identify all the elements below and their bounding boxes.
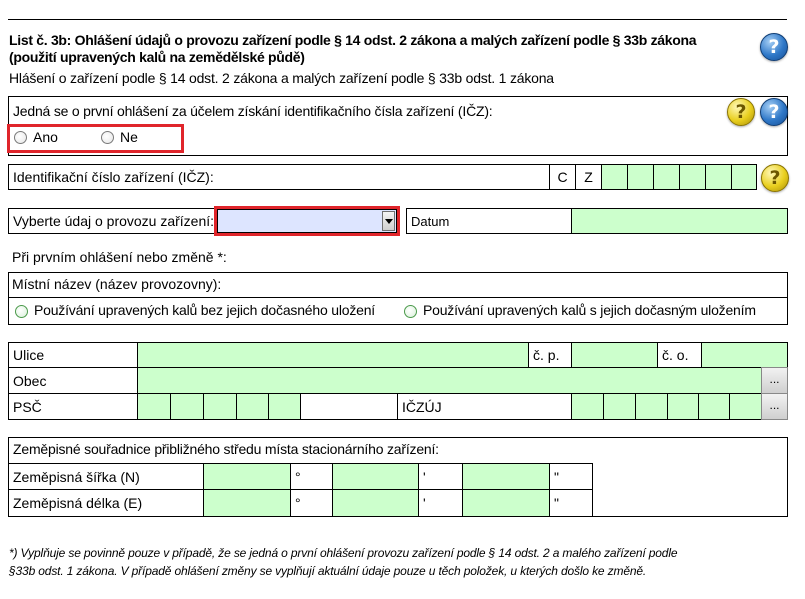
icz-digit-2[interactable] <box>627 164 654 190</box>
iczuj-digit-2[interactable] <box>603 393 636 420</box>
lon-deg-input[interactable] <box>203 489 291 517</box>
date-input[interactable] <box>571 208 788 234</box>
iczuj-label: IČZÚJ <box>397 393 572 420</box>
lon-deg-unit: ° <box>290 489 333 517</box>
lon-min-input[interactable] <box>332 489 419 517</box>
icz-digit-1[interactable] <box>601 164 628 190</box>
first-report-question: Jedná se o první ohlášení za účelem získání identifikačního čísla zařízení (IČZ): <box>13 103 493 119</box>
radio-with-storage[interactable] <box>404 305 417 318</box>
lon-label: Zeměpisná délka (E) <box>8 489 204 517</box>
lon-min-unit: ' <box>418 489 463 517</box>
icz-label: Identifikační číslo zařízení (IČZ): <box>8 164 550 190</box>
operation-select-label: Vyberte údaj o provozu zařízení: <box>8 208 216 234</box>
lat-sec-input[interactable] <box>462 463 550 490</box>
co-input[interactable] <box>701 342 788 368</box>
iczuj-browse-button[interactable]: ... <box>761 393 788 420</box>
radio-without-storage-label: Používání upravených kalů bez jejich dočasného uložení <box>34 302 375 318</box>
page-title: List č. 3b: Ohlášení údajů o provozu zařízení podle § 14 odst. 2 zákona a malých zařízení podle § 33b zákona <box>9 32 697 48</box>
dropdown-button[interactable] <box>382 211 395 231</box>
help-icon-first-report-yellow[interactable]: ? <box>727 98 755 126</box>
psc-digit-5[interactable] <box>268 393 301 420</box>
iczuj-digit-5[interactable] <box>698 393 730 420</box>
city-label: Obec <box>8 367 138 394</box>
street-label: Ulice <box>8 342 138 368</box>
lat-label: Zeměpisná šířka (N) <box>8 463 204 490</box>
operation-select[interactable] <box>217 209 397 233</box>
coords-title: Zeměpisné souřadnice přibližného středu místa stacionárního zařízení: <box>13 441 439 457</box>
cp-label: č. p. <box>528 342 572 368</box>
icz-digit-3[interactable] <box>653 164 680 190</box>
iczuj-digit-1[interactable] <box>571 393 604 420</box>
cp-input[interactable] <box>571 342 658 368</box>
icz-prefix-z: Z <box>575 164 602 190</box>
help-icon-first-report-blue[interactable]: ? <box>760 98 788 126</box>
help-icon-header[interactable]: ? <box>760 33 788 61</box>
lon-sec-unit: " <box>549 489 593 517</box>
psc-digit-1[interactable] <box>137 393 171 420</box>
iczuj-digit-4[interactable] <box>667 393 699 420</box>
footnote-line-2: §33b odst. 1 zákona. V případě ohlášení změny se vyplňují aktuální údaje pouze u těch položek, u kterých došlo ke změně. <box>9 564 647 578</box>
first-change-note: Při prvním ohlášení nebo změně *: <box>12 249 227 265</box>
radio-ne-label: Ne <box>120 129 138 145</box>
radio-ano[interactable] <box>14 131 27 144</box>
date-label: Datum <box>406 208 572 234</box>
icz-digit-5[interactable] <box>705 164 732 190</box>
street-input[interactable] <box>137 342 529 368</box>
iczuj-digit-6[interactable] <box>729 393 762 420</box>
psc-digit-3[interactable] <box>203 393 237 420</box>
top-rule <box>8 19 787 20</box>
icz-digit-4[interactable] <box>679 164 706 190</box>
radio-ne[interactable] <box>101 131 114 144</box>
radio-without-storage[interactable] <box>15 305 28 318</box>
lat-sec-unit: " <box>549 463 593 490</box>
lat-deg-unit: ° <box>290 463 333 490</box>
lat-min-input[interactable] <box>332 463 419 490</box>
page-title-2: (použití upravených kalů na zemědělské půdě) <box>9 49 305 65</box>
local-name-divider <box>8 297 788 298</box>
icz-digit-6[interactable] <box>731 164 757 190</box>
psc-digit-4[interactable] <box>236 393 269 420</box>
city-input[interactable] <box>137 367 762 394</box>
city-browse-button[interactable]: ... <box>761 367 788 394</box>
icz-prefix-c: C <box>549 164 576 190</box>
page-subtitle: Hlášení o zařízení podle § 14 odst. 2 zákona a malých zařízení podle § 33b odst. 1 zákona <box>9 70 554 86</box>
psc-label: PSČ <box>8 393 138 420</box>
local-name-label: Místní název (název provozovny): <box>12 276 222 292</box>
footnote-line-1: *) Vyplňuje se povinně pouze v případě, že se jedná o první ohlášení provozu zařízení podle § 14 odst. 2 a malého zařízení podle <box>9 546 678 560</box>
psc-spacer <box>300 393 398 420</box>
lat-deg-input[interactable] <box>203 463 291 490</box>
co-label: č. o. <box>657 342 702 368</box>
radio-with-storage-label: Používání upravených kalů s jejich dočasným uložením <box>423 302 756 318</box>
lat-min-unit: ' <box>418 463 463 490</box>
lon-sec-input[interactable] <box>462 489 550 517</box>
iczuj-digit-3[interactable] <box>635 393 668 420</box>
help-icon-icz[interactable]: ? <box>761 164 789 192</box>
chevron-down-icon <box>385 219 393 224</box>
psc-digit-2[interactable] <box>170 393 204 420</box>
radio-ano-label: Ano <box>33 129 58 145</box>
